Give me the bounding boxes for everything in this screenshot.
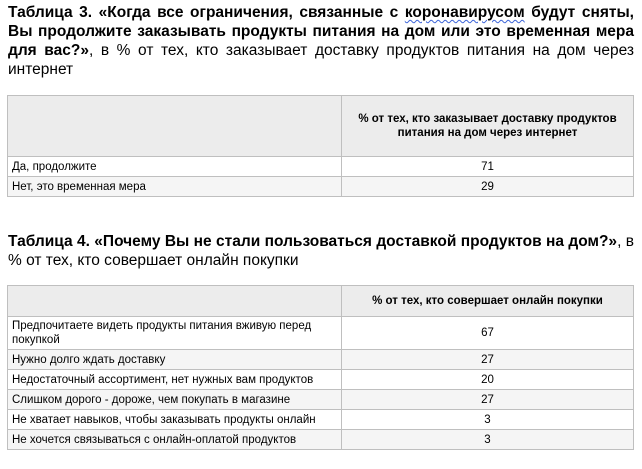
table4-caption — [8, 232, 634, 270]
row-label: Не хочется связываться с онлайн-оплатой продуктов — [8, 430, 342, 450]
table3 — [7, 95, 634, 197]
table4-caption-rest: , в % от тех, кто совершает онлайн покупки — [8, 233, 634, 269]
row-value: 29 — [342, 177, 634, 197]
table-row — [8, 157, 634, 177]
row-value: 3 — [342, 430, 634, 450]
row-value: 20 — [342, 370, 634, 390]
table-row — [8, 350, 634, 370]
table3-caption-bold-part1: Таблица 3. «Когда все ограничения, связанные с — [8, 4, 405, 21]
row-value: 3 — [342, 410, 634, 430]
table-row — [8, 317, 634, 350]
table-row — [8, 430, 634, 450]
table-row — [8, 370, 634, 390]
table3-column-header: % от тех, кто заказывает доставку продуктов питания на дом через интернет — [342, 96, 634, 157]
table4-header-blank-cell — [8, 286, 342, 317]
table4-caption-bold: Таблица 4. «Почему Вы не стали пользоваться доставкой продуктов на дом?» — [8, 233, 618, 250]
table3-header-row — [8, 96, 634, 157]
table4 — [7, 285, 634, 450]
table3-caption-spellcheck-word: коронавирусом — [404, 4, 525, 21]
table4-column-header: % от тех, кто совершает онлайн покупки — [342, 286, 634, 317]
row-label: Не хватает навыков, чтобы заказывать продукты онлайн — [8, 410, 342, 430]
row-value: 67 — [342, 317, 634, 350]
table3-caption — [8, 3, 634, 79]
table4-header-row — [8, 286, 634, 317]
table-row — [8, 410, 634, 430]
row-label: Нет, это временная мера — [8, 177, 342, 197]
row-label: Нужно долго ждать доставку — [8, 350, 342, 370]
table-row — [8, 177, 634, 197]
row-label: Предпочитаете видеть продукты питания вживую перед покупкой — [8, 317, 342, 350]
table3-caption-bold-part2: будут сняты, Вы продолжите заказывать продукты питания на дом или это временная мера для вас?» — [8, 4, 634, 59]
table-row — [8, 390, 634, 410]
row-label: Слишком дорого - дороже, чем покупать в магазине — [8, 390, 342, 410]
row-value: 71 — [342, 157, 634, 177]
row-value: 27 — [342, 390, 634, 410]
table3-header-blank-cell — [8, 96, 342, 157]
row-value: 27 — [342, 350, 634, 370]
row-label: Да, продолжите — [8, 157, 342, 177]
table3-caption-rest: , в % от тех, кто заказывает доставку продуктов питания на дом через интернет — [8, 42, 634, 78]
row-label: Недостаточный ассортимент, нет нужных вам продуктов — [8, 370, 342, 390]
